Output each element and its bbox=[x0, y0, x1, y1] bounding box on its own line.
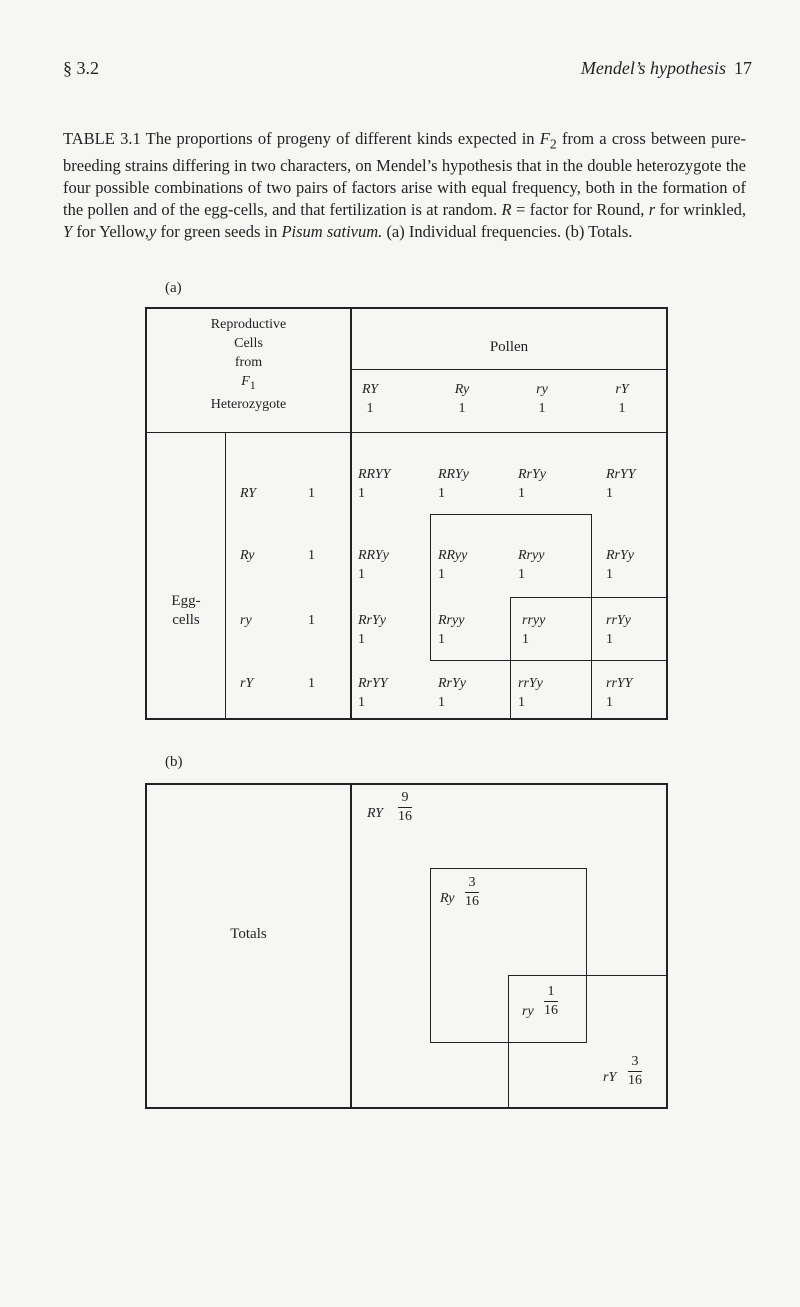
table-a-header-rule bbox=[145, 432, 668, 433]
running-header bbox=[581, 58, 752, 79]
egg-header: RY 1 bbox=[240, 486, 315, 501]
stair-line bbox=[510, 597, 666, 598]
stair-line bbox=[430, 660, 666, 661]
pollen-label: Pollen bbox=[489, 339, 529, 355]
genotype-cell: rrYY 1 bbox=[606, 676, 633, 710]
genotype-cell: RRYY 1 bbox=[358, 467, 391, 501]
total-cell: ry 1 16 bbox=[522, 984, 558, 1019]
stair-line bbox=[586, 868, 587, 1043]
fraction-bar bbox=[544, 1001, 558, 1002]
table-a-bottom-border bbox=[145, 718, 668, 720]
genotype-cell: RrYy 1 bbox=[606, 548, 634, 582]
table-label: TABLE 3.1 bbox=[63, 129, 141, 148]
fraction-bar bbox=[398, 807, 412, 808]
table-b-right-border bbox=[666, 783, 668, 1109]
section-number: § 3.2 bbox=[63, 58, 99, 78]
corner-header: Reproductive Cells from $F_1$ Heterozygote bbox=[210, 317, 287, 412]
running-title: Mendel’s hypothesis bbox=[580, 58, 726, 78]
genotype-cell: RrYy 1 bbox=[438, 676, 466, 710]
genotype-cell: RrYY 1 bbox=[606, 467, 636, 501]
table-b-top-border bbox=[145, 783, 668, 785]
fraction-bar bbox=[465, 892, 479, 893]
genotype-cell: Rryy 1 bbox=[438, 613, 465, 647]
stair-line bbox=[430, 868, 587, 869]
total-cell: Ry 3 16 bbox=[440, 875, 479, 909]
genotype-cell: Rryy 1 bbox=[518, 548, 545, 582]
egg-divider bbox=[225, 432, 226, 719]
pollen-header: Ry 1 bbox=[454, 382, 470, 416]
egg-header: Ry 1 bbox=[240, 548, 315, 563]
egg-cells-label: Egg- cells bbox=[171, 593, 201, 628]
egg-header: rY 1 bbox=[240, 676, 315, 691]
page-number: 17 bbox=[734, 58, 752, 78]
stair-line bbox=[510, 597, 511, 720]
total-cell: RY 9 16 bbox=[367, 790, 412, 824]
stair-line bbox=[430, 868, 431, 1043]
stair-line bbox=[508, 975, 509, 1108]
table-b-left-border bbox=[145, 783, 147, 1109]
stair-line bbox=[591, 514, 592, 720]
stair-line bbox=[430, 514, 592, 515]
table-a-top-border bbox=[145, 307, 668, 309]
totals-label: Totals bbox=[230, 926, 267, 942]
stair-line bbox=[508, 975, 666, 976]
part-b-label: (b) bbox=[165, 754, 183, 770]
stair-line bbox=[430, 514, 431, 660]
genotype-cell: RRYy 1 bbox=[438, 467, 469, 501]
pollen-header: ry 1 bbox=[536, 382, 548, 416]
genotype-cell: RrYy 1 bbox=[358, 613, 386, 647]
table-b-bottom-border bbox=[145, 1107, 668, 1109]
genotype-cell: RRyy 1 bbox=[438, 548, 468, 582]
table-caption: TABLE 3.1 The proportions of progeny of different kinds expected in $F_2$ from a cross between pure-breeding strains differing in two characters, on Mendel’s hypothesis that in the double heterozygote the four possible combinations of two pairs of factors arise with equal frequency, both in the formation of the pollen and of the egg-cells, and that fertilization is at random. R = factor for Round, r for wrinkled, Y for Yellow,y for green seeds in Pisum sativum. (a) Individual frequencies. (b) Totals. bbox=[63, 129, 747, 242]
table-b-divider bbox=[350, 783, 352, 1109]
genotype-cell: rrYy 1 bbox=[518, 676, 543, 710]
egg-header: ry 1 bbox=[240, 613, 315, 628]
pollen-header: rY 1 bbox=[615, 382, 629, 416]
genotype-cell: RrYy 1 bbox=[518, 467, 546, 501]
part-a-label: (a) bbox=[165, 280, 182, 296]
total-cell: rY 3 16 bbox=[603, 1054, 642, 1088]
genotype-cell: RRYy 1 bbox=[358, 548, 389, 582]
genotype-cell: rryy 1 bbox=[522, 613, 546, 647]
fraction-bar bbox=[628, 1071, 642, 1072]
pollen-rule bbox=[351, 369, 667, 370]
pollen-header: RY 1 bbox=[361, 382, 379, 416]
genotype-cell: rrYy 1 bbox=[606, 613, 631, 647]
genotype-cell: RrYY 1 bbox=[358, 676, 388, 710]
